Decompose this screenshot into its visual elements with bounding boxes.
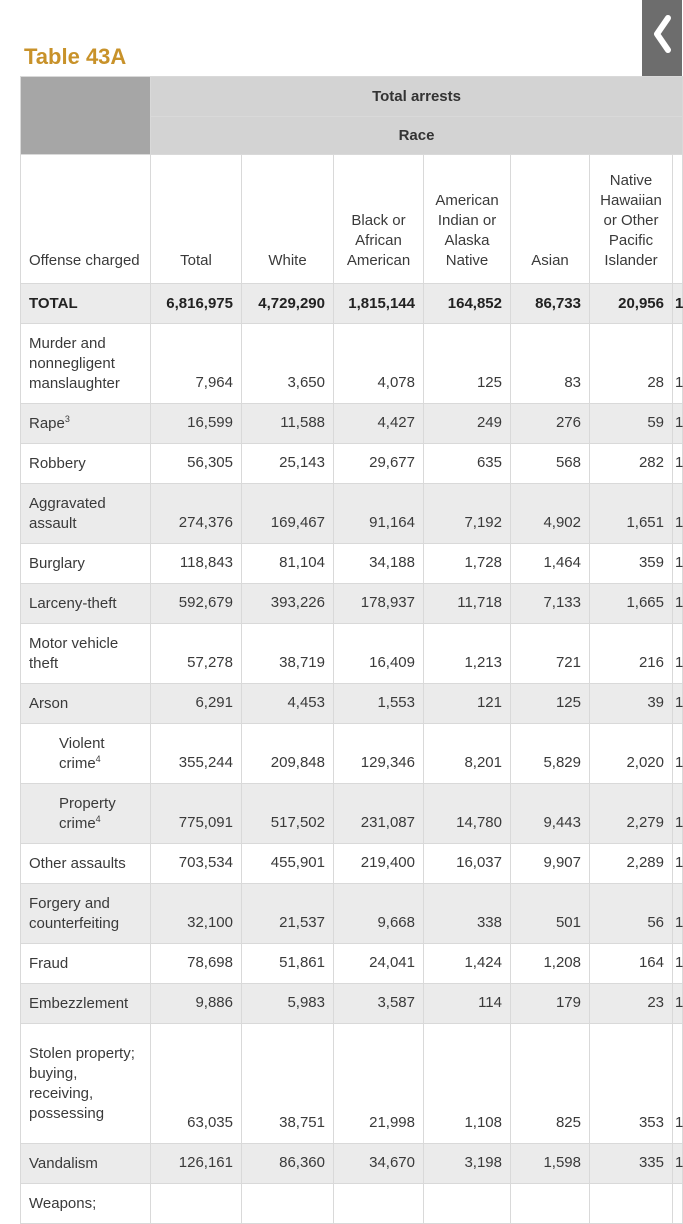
table-row bbox=[21, 404, 683, 444]
table-cell: 1,208 bbox=[511, 944, 590, 984]
table-cell: 34,188 bbox=[334, 544, 424, 584]
table-cell: 38,719 bbox=[242, 624, 334, 684]
table-cell-cut: 1 bbox=[673, 1144, 683, 1184]
table-row bbox=[21, 324, 683, 404]
table-cell: 164 bbox=[590, 944, 673, 984]
row-label: Vandalism bbox=[21, 1144, 151, 1184]
row-label: Weapons; bbox=[21, 1184, 151, 1224]
table-cell: 1,728 bbox=[424, 544, 511, 584]
table-cell bbox=[590, 1184, 673, 1224]
table-cell: 7,133 bbox=[511, 584, 590, 624]
row-label: Other assaults bbox=[21, 844, 151, 884]
table-cell: 775,091 bbox=[151, 784, 242, 844]
table-cell: 7,964 bbox=[151, 324, 242, 404]
column-header-row bbox=[21, 155, 683, 284]
table-cell: 359 bbox=[590, 544, 673, 584]
table-cell: 825 bbox=[511, 1024, 590, 1144]
table-cell: 23 bbox=[590, 984, 673, 1024]
table-cell: 3,198 bbox=[424, 1144, 511, 1184]
table-cell: 121 bbox=[424, 684, 511, 724]
table-cell: 32,100 bbox=[151, 884, 242, 944]
table-cell: 8,201 bbox=[424, 724, 511, 784]
table-cell: 25,143 bbox=[242, 444, 334, 484]
table-cell: 86,360 bbox=[242, 1144, 334, 1184]
footnote-marker: 4 bbox=[95, 753, 101, 764]
table-cell-cut: 1 bbox=[673, 684, 683, 724]
row-label: TOTAL bbox=[21, 284, 151, 324]
table-cell: 455,901 bbox=[242, 844, 334, 884]
table-cell: 353 bbox=[590, 1024, 673, 1144]
table-cell: 21,537 bbox=[242, 884, 334, 944]
table-cell: 4,729,290 bbox=[242, 284, 334, 324]
table-cell: 63,035 bbox=[151, 1024, 242, 1144]
table-cell: 219,400 bbox=[334, 844, 424, 884]
table-row bbox=[21, 984, 683, 1024]
table-cell: 9,907 bbox=[511, 844, 590, 884]
table-row bbox=[21, 484, 683, 544]
table-cell-cut: 1 bbox=[673, 784, 683, 844]
table-row bbox=[21, 944, 683, 984]
table-cell: 249 bbox=[424, 404, 511, 444]
table-cell: 118,843 bbox=[151, 544, 242, 584]
row-label: Property crime$^4$ bbox=[21, 784, 151, 844]
table-cell: 34,670 bbox=[334, 1144, 424, 1184]
table-cell: 9,668 bbox=[334, 884, 424, 944]
table-cell: 7,192 bbox=[424, 484, 511, 544]
table-cell: 355,244 bbox=[151, 724, 242, 784]
table-cell: 4,078 bbox=[334, 324, 424, 404]
table-cell: 81,104 bbox=[242, 544, 334, 584]
table-cell: 114 bbox=[424, 984, 511, 1024]
table-cell: 24,041 bbox=[334, 944, 424, 984]
table-cell: 21,998 bbox=[334, 1024, 424, 1144]
table-cell: 592,679 bbox=[151, 584, 242, 624]
row-label: Embezzlement bbox=[21, 984, 151, 1024]
table-row bbox=[21, 784, 683, 844]
column-asian: Asian bbox=[511, 155, 590, 284]
table-cell: 178,937 bbox=[334, 584, 424, 624]
table-cell: 1,108 bbox=[424, 1024, 511, 1144]
table-row bbox=[21, 624, 683, 684]
table-row bbox=[21, 844, 683, 884]
arrests-table bbox=[20, 76, 683, 1224]
row-label: Rape$^3$ bbox=[21, 404, 151, 444]
table-cell: 11,588 bbox=[242, 404, 334, 444]
table-cell: 86,733 bbox=[511, 284, 590, 324]
header-race: Race bbox=[151, 117, 683, 155]
header-total-arrests: Total arrests bbox=[151, 77, 683, 117]
table-cell-cut: 1 bbox=[673, 584, 683, 624]
table-cell: 16,599 bbox=[151, 404, 242, 444]
table-cell: 1,213 bbox=[424, 624, 511, 684]
table-cell: 169,467 bbox=[242, 484, 334, 544]
table-cell-cut: 1 bbox=[673, 944, 683, 984]
table-cell: 56 bbox=[590, 884, 673, 944]
table-row bbox=[21, 1184, 683, 1224]
table-cell: 57,278 bbox=[151, 624, 242, 684]
footnote-marker: 3 bbox=[64, 413, 70, 424]
table-cell-cut: 1 bbox=[673, 624, 683, 684]
table-cell: 2,020 bbox=[590, 724, 673, 784]
table-row bbox=[21, 684, 683, 724]
table-cell: 28 bbox=[590, 324, 673, 404]
column-total: Total bbox=[151, 155, 242, 284]
table-cell-cut: 1 bbox=[673, 484, 683, 544]
table-cell: 9,886 bbox=[151, 984, 242, 1024]
table-cell: 5,983 bbox=[242, 984, 334, 1024]
table-cell: 14,780 bbox=[424, 784, 511, 844]
table-cell: 51,861 bbox=[242, 944, 334, 984]
row-label: Violent crime$^4$ bbox=[21, 724, 151, 784]
column-black-or-african-american: Black or African American bbox=[334, 155, 424, 284]
table-cell-cut: 1 bbox=[673, 1024, 683, 1144]
table-cell-cut: 1 bbox=[673, 444, 683, 484]
table-cell: 1,665 bbox=[590, 584, 673, 624]
table-cell: 125 bbox=[424, 324, 511, 404]
row-label: Robbery bbox=[21, 444, 151, 484]
table-cell: 2,279 bbox=[590, 784, 673, 844]
table-cell-cut: 1 bbox=[673, 324, 683, 404]
column-white: White bbox=[242, 155, 334, 284]
table-cell: 721 bbox=[511, 624, 590, 684]
table-cell: 3,587 bbox=[334, 984, 424, 1024]
table-cell-cut: 1 bbox=[673, 544, 683, 584]
table-cell: 2,289 bbox=[590, 844, 673, 884]
table-row bbox=[21, 284, 683, 324]
footnote-marker: 4 bbox=[95, 813, 101, 824]
table-cell bbox=[424, 1184, 511, 1224]
table-cell: 517,502 bbox=[242, 784, 334, 844]
table-cell: 6,816,975 bbox=[151, 284, 242, 324]
table-cell: 282 bbox=[590, 444, 673, 484]
column-american-indian-or-alaska-native: American Indian or Alaska Native bbox=[424, 155, 511, 284]
row-label: Burglary bbox=[21, 544, 151, 584]
table-cell bbox=[151, 1184, 242, 1224]
column-offense-charged: Offense charged bbox=[21, 155, 151, 284]
row-label: Forgery and counterfeiting bbox=[21, 884, 151, 944]
table-cell: 125 bbox=[511, 684, 590, 724]
row-label: Aggravated assault bbox=[21, 484, 151, 544]
table-cell: 179 bbox=[511, 984, 590, 1024]
table-cell: 1,598 bbox=[511, 1144, 590, 1184]
table-cell: 1,815,144 bbox=[334, 284, 424, 324]
table-cell-cut: 1 bbox=[673, 984, 683, 1024]
table-cell: 78,698 bbox=[151, 944, 242, 984]
table-cell: 1,464 bbox=[511, 544, 590, 584]
table-cell bbox=[334, 1184, 424, 1224]
table-cell: 1,651 bbox=[590, 484, 673, 544]
table-cell-cut: 1 bbox=[673, 404, 683, 444]
table-row bbox=[21, 884, 683, 944]
row-label: Murder and nonnegligent manslaughter bbox=[21, 324, 151, 404]
table-cell: 4,453 bbox=[242, 684, 334, 724]
table-cell: 38,751 bbox=[242, 1024, 334, 1144]
table-cell: 91,164 bbox=[334, 484, 424, 544]
table-cell: 164,852 bbox=[424, 284, 511, 324]
table-cell: 276 bbox=[511, 404, 590, 444]
table-cell: 129,346 bbox=[334, 724, 424, 784]
column-native-hawaiian-or-other-pacific-islander: Native Hawaiian or Other Pacific Islander bbox=[590, 155, 673, 284]
row-label: Motor vehicle theft bbox=[21, 624, 151, 684]
table-row bbox=[21, 584, 683, 624]
table-cell: 501 bbox=[511, 884, 590, 944]
table-cell-cut: 1 bbox=[673, 284, 683, 324]
table-cell: 16,409 bbox=[334, 624, 424, 684]
page-title: Table 43A bbox=[24, 44, 127, 69]
table-cell bbox=[242, 1184, 334, 1224]
table-cell: 29,677 bbox=[334, 444, 424, 484]
column-cut-off bbox=[673, 155, 683, 284]
table-cell: 3,650 bbox=[242, 324, 334, 404]
table-cell: 209,848 bbox=[242, 724, 334, 784]
table-cell-cut: 1 bbox=[673, 884, 683, 944]
table-cell: 338 bbox=[424, 884, 511, 944]
table-cell: 4,427 bbox=[334, 404, 424, 444]
row-label: Arson bbox=[21, 684, 151, 724]
table-cell: 39 bbox=[590, 684, 673, 724]
table-cell: 335 bbox=[590, 1144, 673, 1184]
table-cell-cut: 1 bbox=[673, 724, 683, 784]
table-cell: 216 bbox=[590, 624, 673, 684]
table-cell: 126,161 bbox=[151, 1144, 242, 1184]
table-body bbox=[21, 284, 683, 1224]
row-label: Fraud bbox=[21, 944, 151, 984]
header-corner bbox=[21, 77, 151, 155]
table-cell: 20,956 bbox=[590, 284, 673, 324]
table-cell: 1,424 bbox=[424, 944, 511, 984]
table-cell: 83 bbox=[511, 324, 590, 404]
table-cell: 59 bbox=[590, 404, 673, 444]
table-cell: 16,037 bbox=[424, 844, 511, 884]
row-label: Stolen property; buying, receiving, possessing bbox=[21, 1024, 151, 1144]
table-row bbox=[21, 724, 683, 784]
table-cell: 11,718 bbox=[424, 584, 511, 624]
table-cell: 568 bbox=[511, 444, 590, 484]
table-cell: 1,553 bbox=[334, 684, 424, 724]
table-row bbox=[21, 444, 683, 484]
table-cell: 9,443 bbox=[511, 784, 590, 844]
table-cell: 703,534 bbox=[151, 844, 242, 884]
table-cell: 393,226 bbox=[242, 584, 334, 624]
table-cell-cut bbox=[673, 1184, 683, 1224]
chevron-left-icon bbox=[651, 14, 673, 54]
table-row bbox=[21, 1024, 683, 1144]
table-cell bbox=[511, 1184, 590, 1224]
row-label: Larceny-theft bbox=[21, 584, 151, 624]
table-cell: 56,305 bbox=[151, 444, 242, 484]
table-row bbox=[21, 1144, 683, 1184]
table-cell: 231,087 bbox=[334, 784, 424, 844]
table-cell-cut: 1 bbox=[673, 844, 683, 884]
table-cell: 4,902 bbox=[511, 484, 590, 544]
table-cell: 274,376 bbox=[151, 484, 242, 544]
table-cell: 5,829 bbox=[511, 724, 590, 784]
table-cell: 6,291 bbox=[151, 684, 242, 724]
table-row bbox=[21, 544, 683, 584]
table-cell: 635 bbox=[424, 444, 511, 484]
